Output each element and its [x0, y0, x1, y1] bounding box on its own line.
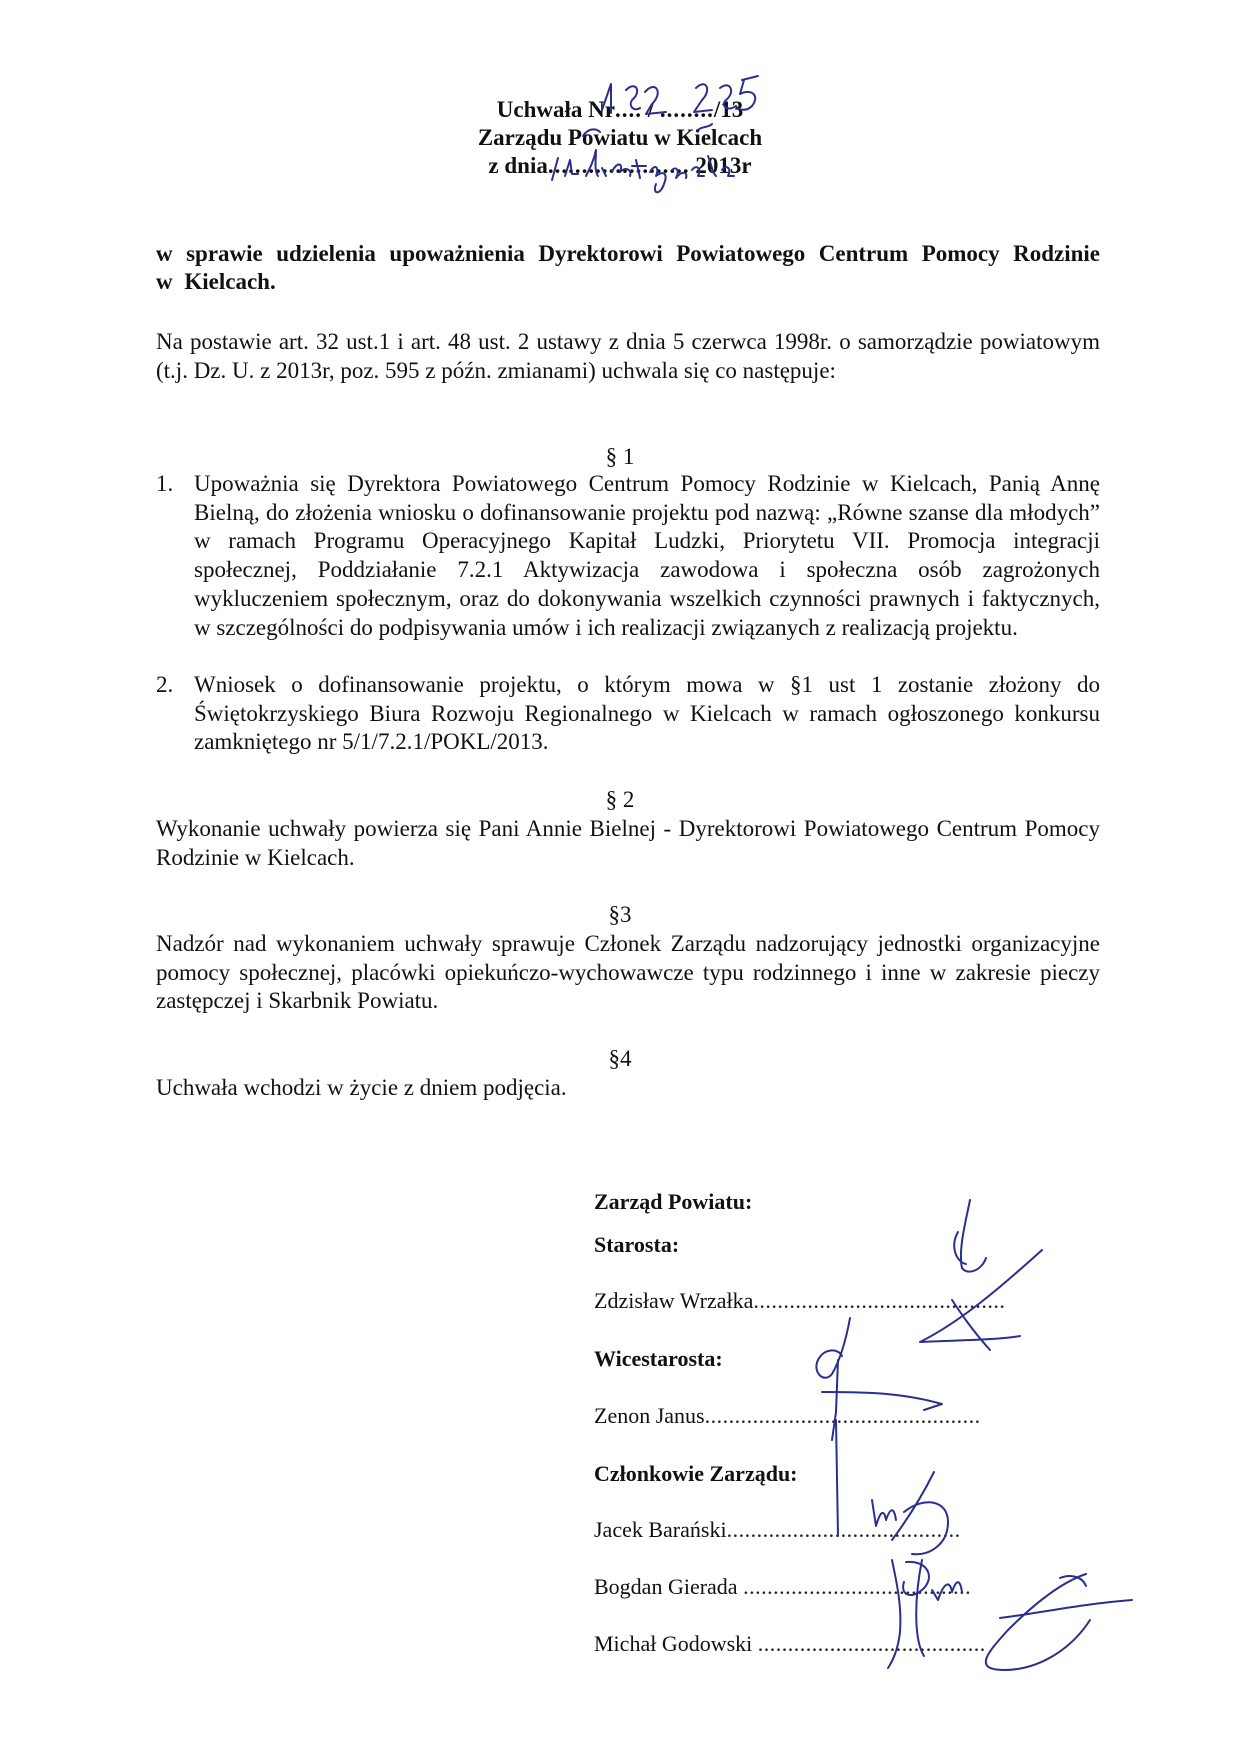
section-4-heading: §4 — [608, 1046, 632, 1071]
section-3-text: Nadzór nad wykonaniem uchwały sprawuje Członek Zarządu nadzorujący jednostki organizacyjne pomocy społecznej, placówki opiekuńczo-wychowawcze typu rodzinnego i inne w zakresie pieczy zastępczej i Skarbnik Powiatu. — [156, 931, 1100, 1013]
wicestarosta-name: Zenon Janus — [594, 1403, 705, 1428]
member-name: Michał Godowski — [594, 1631, 753, 1656]
date-suffix: 2013r — [695, 153, 752, 178]
signature-godowski — [986, 1574, 1132, 1670]
section-1-heading: § 1 — [605, 444, 635, 469]
starosta-signature-line — [594, 1288, 1005, 1314]
starosta-name: Zdzisław Wrzałka — [594, 1288, 754, 1313]
section-2-text: Wykonanie uchwały powierza się Pani Annie Bielnej - Dyrektorowi Powiatowego Centrum Pomocy Rodzinie w Kielcach. — [156, 816, 1100, 870]
date-prefix: z dnia — [488, 153, 548, 178]
number-dots-2: ........ — [659, 97, 714, 122]
member-signature-line — [594, 1574, 971, 1600]
member-signature-line — [594, 1517, 961, 1543]
issuing-body: Zarządu Powiatu w Kielcach — [477, 125, 763, 150]
signature-dots: ...................................... — [757, 1631, 986, 1656]
member-name: Jacek Barański — [594, 1517, 727, 1542]
item-number: 1. — [156, 471, 174, 496]
section-2-heading: § 2 — [605, 787, 635, 812]
member-name: Bogdan Gierada — [594, 1574, 738, 1599]
wicestarosta-heading: Wicestarosta: — [594, 1346, 723, 1371]
members-heading: Członkowie Zarządu: — [594, 1461, 798, 1486]
section-3-heading: §3 — [608, 902, 632, 927]
signature-dots: ...................................... — [743, 1574, 972, 1599]
signature-dots: ....................................... — [726, 1517, 961, 1542]
signature-dots: .............................................. — [704, 1403, 981, 1428]
resolution-prefix: Uchwała Nr — [496, 97, 615, 122]
number-separator: / — [647, 97, 655, 122]
signature-dots: .......................................... — [753, 1288, 1006, 1313]
signature-starosta — [920, 1200, 1042, 1350]
legal-basis: Na postawie art. 32 ust.1 i art. 48 ust. 2 ustawy z dnia 5 czerwca 1998r. o samorządzie powiatowym (t.j. Dz. U. z 2013r, poz. 595 z późn. zmianami) uchwala się co następuje: — [156, 329, 1100, 383]
resolution-number-line — [0, 96, 1240, 124]
date-line — [0, 152, 1240, 180]
board-heading: Zarząd Powiatu: — [594, 1189, 753, 1214]
date-dots: ..................... — [547, 153, 690, 178]
number-dots-1: .... — [614, 97, 642, 122]
item-number: 2. — [156, 672, 174, 697]
resolution-suffix: /13 — [713, 97, 744, 122]
resolution-subject: w sprawie udzielenia upoważnienia Dyrektorowi Powiatowego Centrum Pomocy Rodzinie w Kielcach. — [156, 241, 1100, 294]
item-text: Wniosek o dofinansowanie projektu, o którym mowa w §1 ust 1 zostanie złożony do Świętokrzyskiego Biura Rozwoju Regionalnego w Kielcach w ramach ogłoszonego konkursu zamkniętego nr 5/1/7.2.1/POKL/2013. — [194, 672, 1100, 755]
starosta-heading: Starosta: — [594, 1232, 680, 1257]
wicestarosta-signature-line — [594, 1403, 981, 1429]
member-signature-line — [594, 1631, 986, 1657]
section-4-text: Uchwała wchodzi w życie z dniem podjęcia. — [156, 1075, 567, 1100]
item-text: Upoważnia się Dyrektora Powiatowego Centrum Pomocy Rodzinie w Kielcach, Panią Annę Bielną, do złożenia wniosku o dofinansowanie projektu pod nazwą: „Równe szanse dla młodych” w ramach Programu Operacyjnego Kapitał Ludzki, Priorytetu VII. Promocja integracji społecznej, Poddziałanie 7.2.1 Aktywizacja zawodowa i społeczna osób zagrożonych wykluczeniem społecznym, oraz do dokonywania wszelkich czynności prawnych i faktycznych, w szczególności do podpisywania umów i ich realizacji związanych z realizacją projektu. — [194, 471, 1100, 640]
